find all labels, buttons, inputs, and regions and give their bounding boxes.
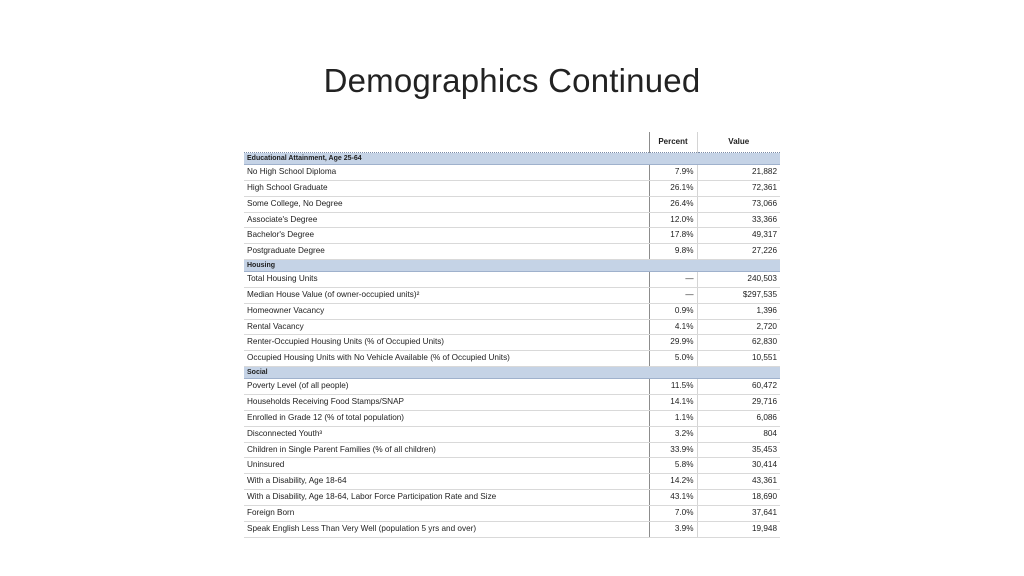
header-percent: Percent (649, 132, 697, 153)
table-row (244, 287, 780, 303)
row-percent: 33.9% (649, 442, 697, 458)
section-header-row (244, 153, 780, 165)
row-percent: 14.1% (649, 394, 697, 410)
row-label: Total Housing Units (244, 272, 649, 288)
table-row (244, 394, 780, 410)
row-value: 10,551 (697, 351, 780, 367)
table-row (244, 351, 780, 367)
row-value: 1,396 (697, 303, 780, 319)
row-value: 2,720 (697, 319, 780, 335)
table-body (244, 153, 780, 538)
row-value: 62,830 (697, 335, 780, 351)
table-row (244, 474, 780, 490)
table-row (244, 426, 780, 442)
row-value: 72,361 (697, 180, 780, 196)
row-percent: 3.2% (649, 426, 697, 442)
row-value: 49,317 (697, 228, 780, 244)
row-value: 240,503 (697, 272, 780, 288)
row-percent: 43.1% (649, 490, 697, 506)
row-value: 37,641 (697, 505, 780, 521)
table-row (244, 505, 780, 521)
row-label: Households Receiving Food Stamps/SNAP (244, 394, 649, 410)
header-value: Value (728, 137, 750, 146)
table-row (244, 196, 780, 212)
row-value: 21,882 (697, 165, 780, 181)
row-label: High School Graduate (244, 180, 649, 196)
table-row (244, 410, 780, 426)
row-percent: 12.0% (649, 212, 697, 228)
section-blank-cell (649, 260, 697, 272)
row-value: 19,948 (697, 521, 780, 537)
slide-title-rest: Continued (538, 62, 701, 99)
table-row (244, 244, 780, 260)
row-label: Occupied Housing Units with No Vehicle Available (% of Occupied Units) (244, 351, 649, 367)
table-row (244, 180, 780, 196)
row-label: Some College, No Degree (244, 196, 649, 212)
row-percent: — (649, 272, 697, 288)
section-blank-cell (697, 153, 780, 165)
row-label: Enrolled in Grade 12 (% of total population) (244, 410, 649, 426)
table-row (244, 228, 780, 244)
row-label: With a Disability, Age 18-64, Labor Force Participation Rate and Size (244, 490, 649, 506)
section-header-row (244, 260, 780, 272)
row-value: 33,366 (697, 212, 780, 228)
table-row (244, 490, 780, 506)
section-title: Housing (244, 260, 649, 272)
section-title: Social (244, 367, 649, 379)
section-blank-cell (697, 367, 780, 379)
row-percent: 5.0% (649, 351, 697, 367)
row-percent: 17.8% (649, 228, 697, 244)
table-row (244, 521, 780, 537)
row-percent: 9.8% (649, 244, 697, 260)
row-label: Speak English Less Than Very Well (population 5 yrs and over) (244, 521, 649, 537)
section-blank-cell (649, 153, 697, 165)
slide-title-main: Demographics (323, 62, 539, 99)
row-label: With a Disability, Age 18-64 (244, 474, 649, 490)
row-label: Poverty Level (of all people) (244, 379, 649, 395)
row-label: No High School Diploma (244, 165, 649, 181)
table-row (244, 458, 780, 474)
row-label: Postgraduate Degree (244, 244, 649, 260)
row-percent: 11.5% (649, 379, 697, 395)
table-row (244, 165, 780, 181)
row-value: 60,472 (697, 379, 780, 395)
row-label: Associate's Degree (244, 212, 649, 228)
row-value: $297,535 (697, 287, 780, 303)
demographics-table (244, 132, 780, 538)
row-label: Renter-Occupied Housing Units (% of Occupied Units) (244, 335, 649, 351)
table-row (244, 212, 780, 228)
slide-title (0, 62, 1024, 100)
row-percent: 26.4% (649, 196, 697, 212)
row-value: 804 (697, 426, 780, 442)
row-percent: 7.9% (649, 165, 697, 181)
row-percent: 7.0% (649, 505, 697, 521)
row-percent: 26.1% (649, 180, 697, 196)
row-value: 6,086 (697, 410, 780, 426)
row-label: Foreign Born (244, 505, 649, 521)
row-percent: — (649, 287, 697, 303)
row-percent: 1.1% (649, 410, 697, 426)
row-label: Homeowner Vacancy (244, 303, 649, 319)
header-blank-cell (244, 132, 649, 153)
row-value: 29,716 (697, 394, 780, 410)
row-value: 43,361 (697, 474, 780, 490)
table-row (244, 272, 780, 288)
row-percent: 29.9% (649, 335, 697, 351)
row-value: 18,690 (697, 490, 780, 506)
row-value: 73,066 (697, 196, 780, 212)
row-percent: 0.9% (649, 303, 697, 319)
section-header-row (244, 367, 780, 379)
row-label: Rental Vacancy (244, 319, 649, 335)
row-label: Children in Single Parent Families (% of all children) (244, 442, 649, 458)
section-blank-cell (697, 260, 780, 272)
row-label: Disconnected Youth³ (244, 426, 649, 442)
row-percent: 14.2% (649, 474, 697, 490)
row-value: 30,414 (697, 458, 780, 474)
row-label: Median House Value (of owner-occupied units)² (244, 287, 649, 303)
table-row (244, 335, 780, 351)
row-value: 35,453 (697, 442, 780, 458)
table-row (244, 319, 780, 335)
table-row (244, 442, 780, 458)
row-percent: 5.8% (649, 458, 697, 474)
row-percent: 4.1% (649, 319, 697, 335)
section-blank-cell (649, 367, 697, 379)
demographics-table-container (244, 132, 780, 538)
table-row (244, 379, 780, 395)
row-percent: 3.9% (649, 521, 697, 537)
row-label: Bachelor's Degree (244, 228, 649, 244)
row-label: Uninsured (244, 458, 649, 474)
row-value: 27,226 (697, 244, 780, 260)
table-header-row (244, 132, 780, 153)
table-row (244, 303, 780, 319)
section-title: Educational Attainment, Age 25-64 (244, 153, 649, 165)
